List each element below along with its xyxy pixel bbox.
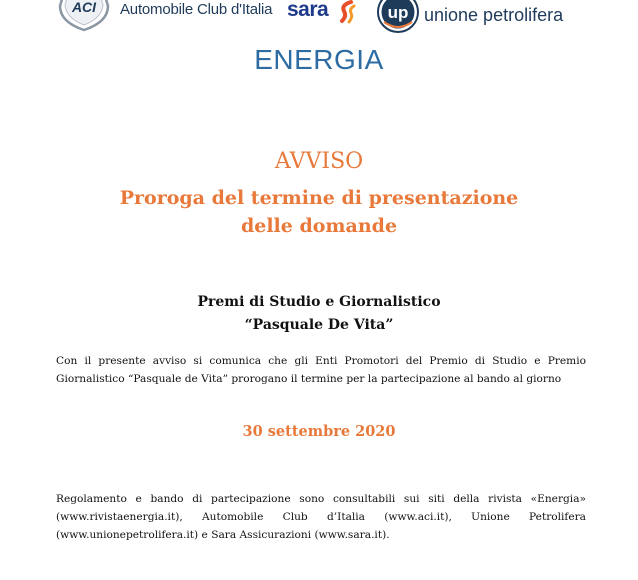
up-badge-text: up (387, 3, 409, 22)
logo-bar (0, 0, 638, 40)
notice-title: AVVISO (274, 149, 364, 174)
intro-paragraph: Con il presente avviso si comunica che gli Enti Promotori del Premio di Studio e Premio Giornalistico “Pasquale de Vita” prorogano il termine per la partecipazione al bando al giorno (56, 355, 586, 385)
aci-logo-icon (58, 0, 110, 32)
subtitle-line-2: delle domande (240, 215, 398, 237)
sara-name: sara (287, 0, 329, 21)
sara-swirl-icon (337, 0, 359, 24)
award-line-1: Premi di Studio e Giornalistico (197, 294, 441, 310)
aci-name: Automobile Club d'Italia (120, 1, 273, 18)
energia-logo: ENERGIA (254, 44, 384, 75)
aci-badge-text: ACI (71, 0, 97, 15)
award-line-2: “Pasquale De Vita” (244, 317, 394, 333)
award-heading (0, 291, 638, 337)
up-logo-icon (376, 0, 420, 34)
subtitle-line-1: Proroga del termine di presentazione (119, 187, 519, 209)
up-name: unione petrolifera (424, 5, 564, 25)
notice-subtitle (0, 184, 638, 240)
regulation-paragraph: Regolamento e bando di partecipazione sono consultabili sui siti della rivista «Energia» (www.rivistaenergia.it), Automobile Club d’Italia (www.aci.it), Unione Petrolifera (www.unionepetrolifera.it) e Sara Assicurazioni (www.sara.it). (56, 493, 586, 541)
deadline-date: 30 settembre 2020 (242, 423, 396, 440)
